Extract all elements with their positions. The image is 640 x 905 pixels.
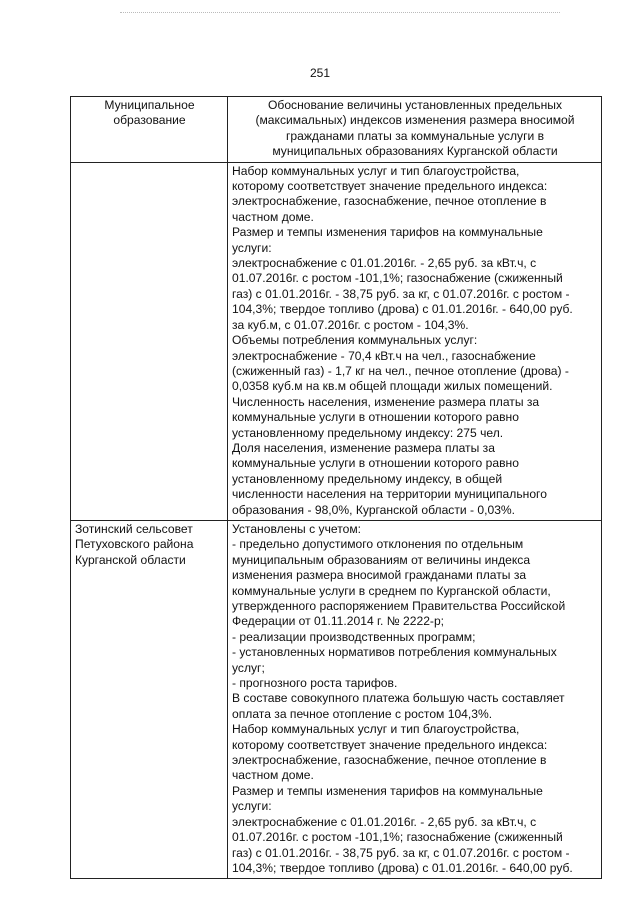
text-line: электроснабжение с 01.01.2016г. - 2,65 руб. за кВт.ч, с [232,256,537,271]
text-line: - реализации производственных программ; [232,629,476,644]
text-line: Объемы потребления коммунальных услуг: [232,333,478,348]
text-line: электроснабжение - 70,4 кВт.ч на чел., газоснабжение [232,348,536,363]
text-line: Набор коммунальных услуг и тип благоустройства, [232,722,520,737]
text-line: В составе совокупного платежа большую часть составляет [232,691,565,706]
text-line: муниципальным образованиям от величины индекса [232,552,531,567]
text-line: Муниципальное [104,98,195,112]
table-row [71,520,602,878]
text-line: образование [113,113,186,128]
text-line: которому соответствует значение предельного индекса: [232,737,548,752]
text-line: - предельно допустимого отклонения по отдельным [232,537,524,552]
text-line: коммунальные услуги в отношении которого равно [232,456,519,471]
row1-municipality [71,162,228,520]
text-line: Набор коммунальных услуг и тип благоустройства, [232,163,520,178]
text-line: услуги: [232,799,272,814]
text-line: газ) с 01.01.2016г. - 38,75 руб. за кг, с 01.07.2016г. с ростом - [232,286,570,301]
text-line: Размер и темпы изменения тарифов на коммунальные [232,225,543,240]
text-line: изменения размера вносимой гражданами платы за [232,568,527,583]
text-line: образования - 98,0%, Курганской области - 0,03%. [232,502,516,517]
text-line: установленному предельному индексу: 275 чел. [232,425,504,440]
text-line: Обоснование величины установленных предельных [267,98,563,112]
text-line: электроснабжение, газоснабжение, печное отопление в [232,753,547,768]
text-line: электроснабжение, газоснабжение, печное отопление в [232,194,547,209]
text-line: 01.07.2016г. с ростом -101,1%; газоснабжение (сжиженный [232,271,563,286]
text-line: за куб.м, с 01.07.2016г. с ростом - 104,3%. [232,317,469,332]
table-header-row [71,97,602,163]
text-line: Доля населения, изменение размера платы за [232,440,495,455]
text-line: (сжиженный газ) - 1,7 кг на чел., печное отопление (дрова) - [232,363,569,378]
text-line: Размер и темпы изменения тарифов на коммунальные [232,783,543,798]
table-row [71,162,602,520]
tariff-justification-table [70,96,602,879]
text-line: газ) с 01.01.2016г. - 38,75 руб. за кг, с 01.07.2016г. с ростом - [232,845,570,860]
row1-justification [228,162,602,520]
scan-artifact-line [120,12,560,14]
text-line: Федерации от 01.11.2014 г. № 2222-р; [232,614,445,629]
row2-justification [228,520,602,878]
text-line: Зотинский сельсовет [75,521,193,536]
text-line: коммунальные услуги в отношении которого равно [232,410,519,425]
text-line: услуг; [232,660,265,675]
text-line: установленному предельному индексу, в общей [232,471,503,486]
text-line: электроснабжение с 01.01.2016г. - 2,65 руб. за кВт.ч, с [232,814,537,829]
text-line: 01.07.2016г. с ростом -101,1%; газоснабжение (сжиженный [232,830,563,845]
text-line: оплата за печное отопление с ростом 104,3%. [232,706,493,721]
text-line: - прогнозного роста тарифов. [232,676,398,691]
text-line: коммунальные услуги в среднем по Курганской области, [232,583,551,598]
text-line: муниципальных образованиях Курганской области [272,144,558,159]
text-line: Курганской области [75,552,186,567]
text-line: частном доме. [232,209,314,224]
row2-municipality [71,520,228,878]
text-line: Установлены с учетом: [232,521,361,536]
text-line: частном доме. [232,768,314,783]
text-line: Численность населения, изменение размера платы за [232,394,540,409]
text-line: (максимальных) индексов изменения размера вносимой [255,113,575,128]
text-line: 104,3%; твердое топливо (дрова) с 01.01.2016г. - 640,00 руб. [232,860,573,875]
text-line: 0,0358 куб.м на кв.м общей площади жилых помещений. [232,379,553,394]
text-line: численности населения на территории муниципального [232,487,547,502]
header-municipality [71,97,228,163]
text-line: - установленных нормативов потребления коммунальных [232,645,557,660]
text-line: 104,3%; твердое топливо (дрова) с 01.01.2016г. - 640,00 руб. [232,302,573,317]
text-line: услуги: [232,240,272,255]
text-line: гражданами платы за коммунальные услуги в [285,128,545,143]
header-justification [228,97,602,163]
page-number: 251 [309,66,331,80]
text-line: которому соответствует значение предельного индекса: [232,179,548,194]
text-line: Петуховского района [75,537,194,552]
text-line: утвержденного распоряжением Правительства Российской [232,599,566,613]
